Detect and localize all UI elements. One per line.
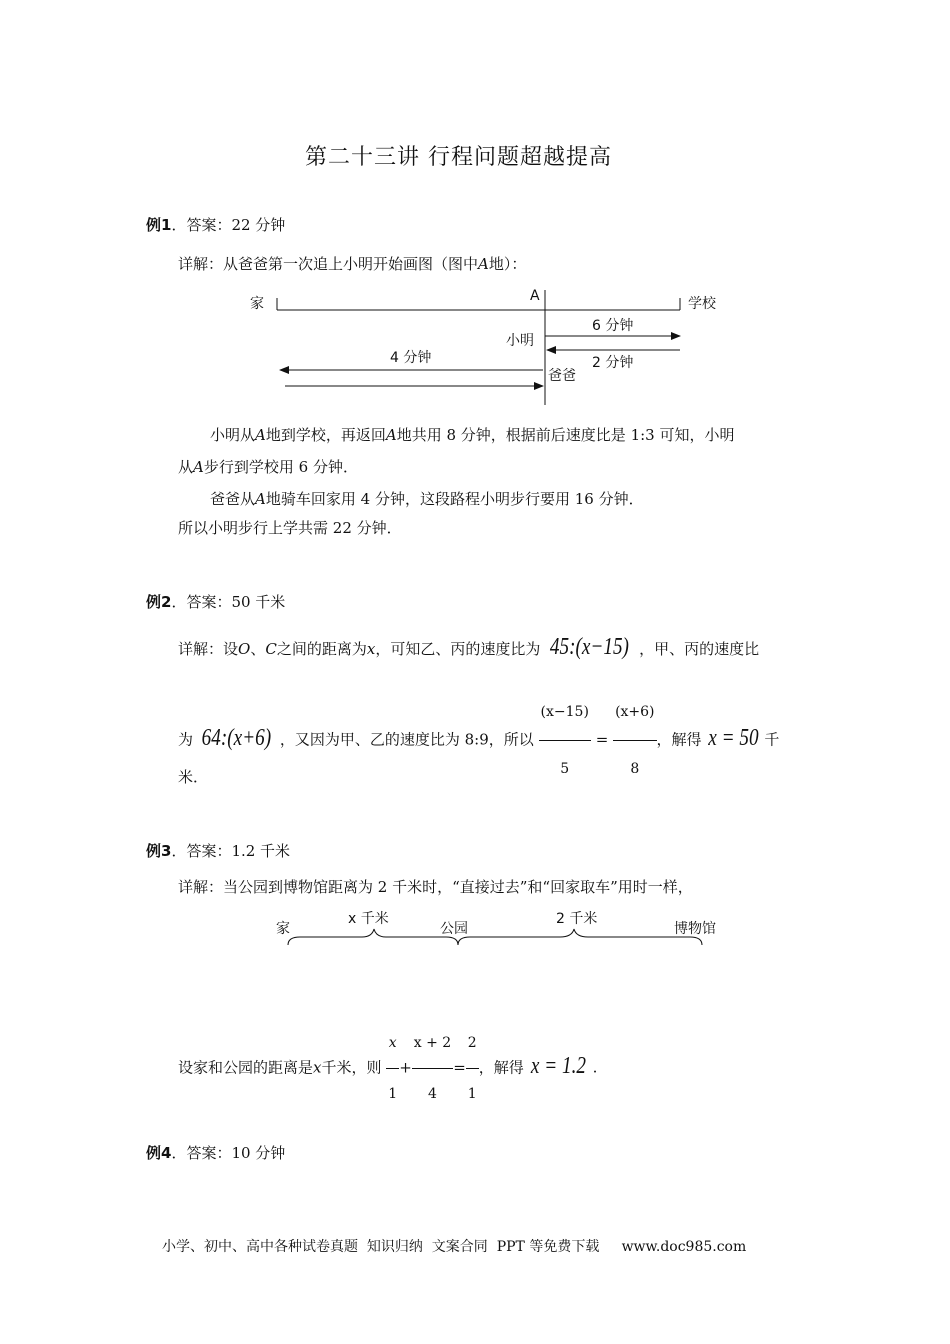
fraction-1: $\frac{(x-15)}{5}$ xyxy=(539,684,591,797)
diag1-xiaoming: 小明 xyxy=(506,333,534,349)
diag1-time-2: 2 分钟 xyxy=(592,355,634,371)
example-1-conclusion: 所以小明步行上学共需 22 分钟． xyxy=(178,519,402,537)
diag3-brace-park-museum xyxy=(458,929,702,945)
example-2-label: 例2 xyxy=(146,593,172,611)
example-3-line-1: 详解：当公园到博物馆距离为 2 千米时，“直接过去”和“回家取车”用时一样， xyxy=(178,878,693,896)
example-1-para-1: 小明从A地到学校，再返回A地共用 8 分钟，根据前后速度比是 1:3 可知，小明 xyxy=(210,426,735,444)
solution-x-50: x = 50 xyxy=(707,724,759,751)
example-1-para-3: 爸爸从A地骑车回家用 4 分钟，这段路程小明步行要用 16 分钟． xyxy=(210,490,644,508)
fraction-3c: $\frac{2}{1}$ xyxy=(466,1018,479,1119)
example-1-label: 例1 xyxy=(146,216,172,234)
fraction-3b: $\frac{x + 2}{4}$ xyxy=(412,1018,453,1119)
diag3-museum: 博物馆 xyxy=(674,921,716,937)
diag3-2-km: 2 千米 xyxy=(556,911,598,927)
example-2-heading xyxy=(146,591,285,612)
example-1-answer: ．答案：22 分钟 xyxy=(171,216,286,234)
fraction-2: $\frac{(x+6)}{8}$ xyxy=(613,684,656,797)
page-title: 第二十三讲 行程问题超越提高 xyxy=(305,145,612,170)
speed-ratio-jia-bing: 64:(x+6) xyxy=(201,724,272,751)
example-3-diagram xyxy=(0,905,950,955)
example-3-label: 例3 xyxy=(146,842,172,860)
example-2-answer: ．答案：50 千米 xyxy=(171,593,286,611)
example-4-heading xyxy=(146,1142,285,1163)
solution-x-1-2: x = 1.2 xyxy=(530,1052,586,1079)
diag3-x-km: x 千米 xyxy=(348,911,389,927)
diag1-time-6: 6 分钟 xyxy=(592,318,634,334)
diag1-baba: 爸爸 xyxy=(548,368,576,384)
example-1-heading xyxy=(146,214,285,235)
fraction-3a: $\frac{x}{1}$ xyxy=(386,1018,399,1119)
diag3-home: 家 xyxy=(276,921,290,937)
diag3-brace-home-park xyxy=(288,929,458,945)
example-1-detail: 详解：从爸爸第一次追上小明开始画图（图中A地）： xyxy=(178,255,527,273)
diag1-home: 家 xyxy=(250,296,264,312)
diag3-park: 公园 xyxy=(440,921,468,937)
speed-ratio-yi-bing: 45:(x−15) xyxy=(550,634,630,660)
diag1-school: 学校 xyxy=(688,296,716,312)
example-3-heading xyxy=(146,840,290,861)
example-4-label: 例4 xyxy=(146,1144,172,1162)
example-2-line-1: 详解：设O、C之间的距离为x，可知乙、丙的速度比为 45:(x−15) ，甲、丙的速度比 xyxy=(178,622,759,674)
page-footer: 小学、初中、高中各种试卷真题 知识归纳 文案合同 PPT 等免费下载 www.doc985.com xyxy=(162,1239,747,1255)
example-3-answer: ．答案：1.2 千米 xyxy=(171,842,291,860)
diag1-point-a: A xyxy=(530,288,540,304)
example-4-answer: ．答案：10 分钟 xyxy=(171,1144,286,1162)
example-2-line-3: 米． xyxy=(178,768,209,786)
diag1-time-4: 4 分钟 xyxy=(390,350,432,366)
example-1-para-2: 从A步行到学校用 6 分钟． xyxy=(178,458,358,476)
example-2-line-2: 为 64:(x+6) ，又因为甲、乙的速度比为 8:9，所以 $\frac{(x-15)}{5}$ = $\frac{(x+6)}{8}$ ，解得 x = 50 千 xyxy=(178,684,779,797)
example-3-line-2: 设家和公园的距离是x千米，则 $\frac{x}{1}$ + $\frac{x + 2}{4}$ = $\frac{2}{1}$ ，解得 x = 1.2 . xyxy=(178,1018,597,1119)
example-1-diagram xyxy=(0,280,950,410)
